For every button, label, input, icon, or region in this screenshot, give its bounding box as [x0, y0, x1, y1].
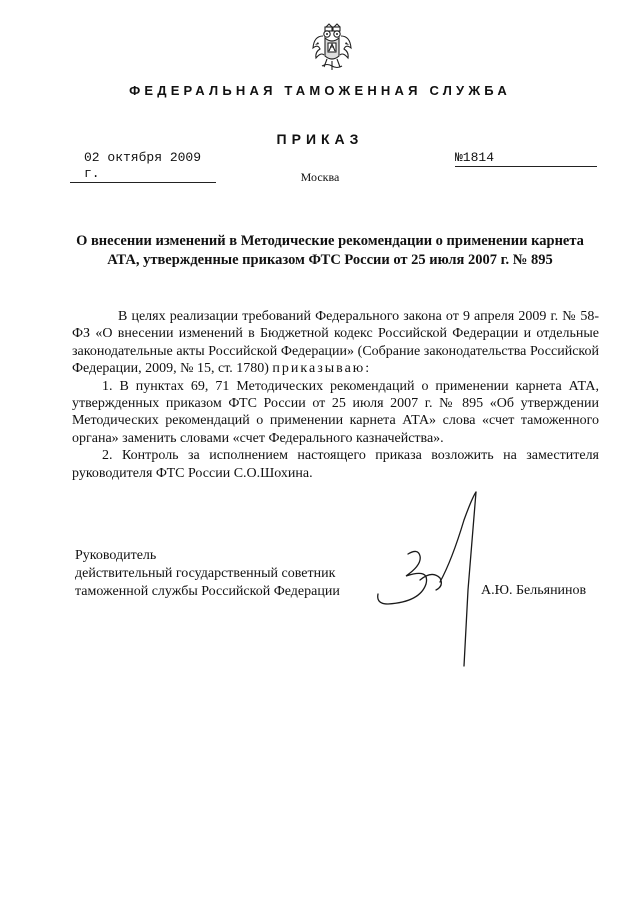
position-line-1: Руководитель: [75, 548, 157, 563]
item-2-paragraph: 2. Контроль за исполнением настоящего приказа возложить на заместителя руководителя ФТС России С.О.Шохина.: [72, 448, 599, 481]
order-word: приказываю:: [272, 361, 372, 377]
position-line-2: действительный государственный советник: [75, 566, 336, 581]
order-number: №1814: [455, 150, 597, 167]
document-body: [72, 308, 599, 482]
handwritten-signature: [370, 490, 485, 670]
order-date: 02 октября 2009 г.: [70, 150, 216, 183]
preamble-text: В целях реализации требований Федерального закона от 9 апреля 2009 г. № 58-ФЗ «О внесении изменений в Бюджетной кодекс Российской Федерации и отдельные законодательные акты Российской Федерации» (Собрание законодательства Российской Федерации, 2009, № 15, ст. 1780): [72, 309, 599, 377]
agency-name: ФЕДЕРАЛЬНАЯ ТАМОЖЕННАЯ СЛУЖБА: [129, 83, 511, 98]
preamble-paragraph: [72, 308, 599, 378]
document-type: ПРИКАЗ: [276, 131, 364, 147]
signatory-position: [75, 547, 340, 601]
coat-of-arms-icon: [310, 22, 354, 72]
order-city: Москва: [300, 170, 340, 184]
title-line-2: АТА, утвержденные приказом ФТС России от 25 июля 2007 г. № 895: [107, 252, 553, 268]
position-line-3: таможенной службы Российской Федерации: [75, 584, 340, 599]
title-line-1: О внесении изменений в Методические рекомендации о применении карнета: [76, 233, 584, 249]
item-1-paragraph: 1. В пунктах 69, 71 Методических рекомендаций о применении карнета АТА, утвержденных приказом ФТС России от 25 июля 2007 г. № 895 «Об утверждении Методических рекомендаций о применении карнета АТА» слова «счет таможенного органа» заменить словами «счет Федерального казначейства».: [72, 378, 599, 446]
document-title: [70, 232, 590, 270]
signatory-name: А.Ю. Бельянинов: [481, 583, 587, 598]
